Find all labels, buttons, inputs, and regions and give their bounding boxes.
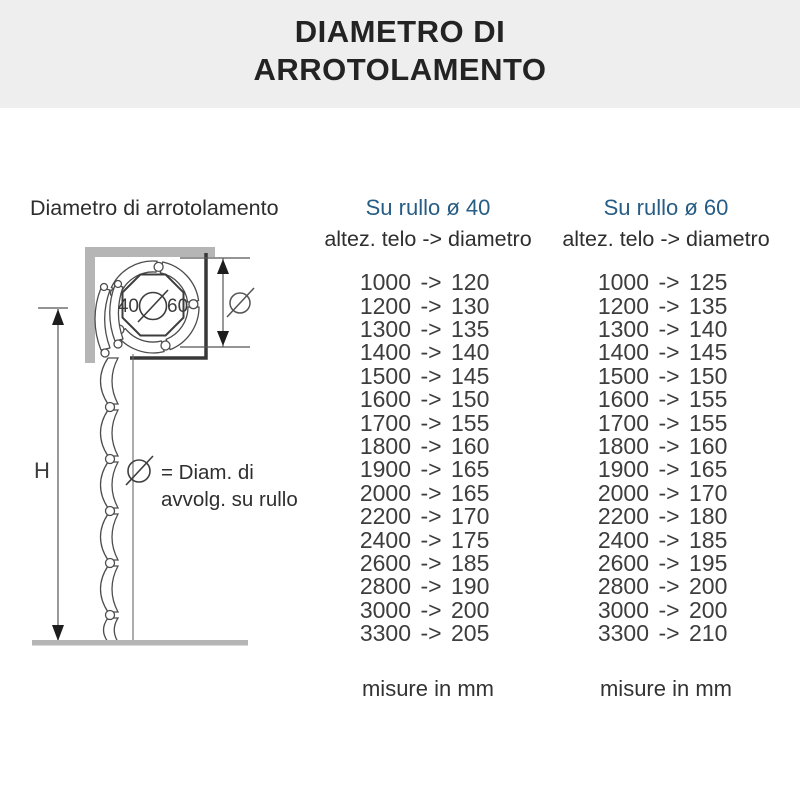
telo-height-value: 1500 (597, 362, 649, 389)
arrow-separator: -> (658, 526, 680, 553)
diametro-value: 150 (689, 362, 728, 389)
shaft-label-40: 40 (117, 296, 139, 317)
table-row (318, 505, 538, 528)
table-rullo-60-footer: misure in mm (599, 676, 732, 702)
table-row (318, 528, 538, 551)
arrow-separator: -> (420, 386, 442, 413)
diametro-value: 150 (451, 386, 490, 413)
floor-line (32, 640, 248, 646)
table-row (552, 575, 780, 598)
arrow-separator: -> (658, 339, 680, 366)
table-rullo-40-footer: misure in mm (361, 676, 494, 702)
arrow-separator: -> (658, 549, 680, 576)
telo-height-value: 3000 (597, 596, 649, 623)
telo-height-value: 2200 (359, 503, 411, 530)
table-rullo-40-title: Su rullo ø 40 (365, 195, 491, 220)
arrow-up-icon (217, 259, 229, 274)
arrow-down-icon (52, 625, 64, 641)
diametro-value: 135 (451, 315, 490, 342)
octagon-shaft (118, 275, 188, 336)
table-row (318, 294, 538, 317)
telo-height-value: 1300 (359, 315, 411, 342)
arrow-separator: -> (420, 362, 442, 389)
table-row (318, 271, 538, 294)
arrow-separator: -> (420, 526, 442, 553)
telo-height-value: 1000 (597, 269, 649, 296)
diametro-value: 120 (451, 269, 490, 296)
table-rullo-60-title: Su rullo ø 60 (603, 195, 729, 220)
telo-height-value: 3300 (597, 620, 649, 647)
diametro-value: 180 (689, 503, 728, 530)
table-row (318, 315, 538, 342)
diametro-value: 200 (689, 573, 728, 600)
table-row (318, 549, 538, 576)
table-row (318, 575, 538, 598)
arrow-separator: -> (658, 386, 680, 413)
telo-height-value: 1700 (359, 409, 411, 436)
legend-diameter-symbol-icon (126, 456, 153, 485)
roller-shutter-diagram (10, 228, 310, 663)
diametro-value: 155 (451, 409, 490, 436)
arrow-separator: -> (420, 409, 442, 436)
legend-line2: avvolg. su rullo (161, 488, 298, 511)
telo-height-value: 2000 (597, 479, 649, 506)
diametro-value: 145 (689, 339, 728, 366)
legend-line1: = Diam. di (161, 461, 254, 484)
diametro-value: 160 (451, 432, 490, 459)
diametro-value: 190 (451, 573, 490, 600)
arrow-separator: -> (420, 456, 442, 483)
diametro-value: 125 (689, 269, 728, 296)
table-row (552, 598, 780, 621)
telo-height-value: 1300 (597, 315, 649, 342)
diameter-symbol-icon (227, 288, 254, 317)
page-title-line1: DIAMETRO DI (294, 14, 506, 49)
telo-height-value: 3000 (359, 596, 411, 623)
telo-height-value: 1500 (359, 362, 411, 389)
telo-height-value: 2800 (359, 573, 411, 600)
arrow-separator: -> (420, 292, 442, 319)
table-row (552, 549, 780, 576)
diametro-value: 195 (689, 549, 728, 576)
telo-height-value: 3300 (359, 620, 411, 647)
table-row (552, 432, 780, 459)
arrow-separator: -> (658, 409, 680, 436)
page-title-line2: ARROTOLAMENTO (253, 52, 547, 87)
telo-height-value: 1600 (359, 386, 411, 413)
arrow-separator: -> (420, 479, 442, 506)
table-row (552, 479, 780, 506)
diametro-value: 130 (451, 292, 490, 319)
telo-height-value: 2600 (597, 549, 649, 576)
arrow-separator: -> (658, 479, 680, 506)
arrow-separator: -> (658, 596, 680, 623)
diametro-value: 135 (689, 292, 728, 319)
table-rullo-60 (552, 196, 780, 702)
arrow-separator: -> (420, 432, 442, 459)
diametro-value: 140 (689, 315, 728, 342)
arrow-separator: -> (420, 503, 442, 530)
telo-height-value: 1200 (597, 292, 649, 319)
telo-height-value: 1900 (359, 456, 411, 483)
arrow-separator: -> (658, 503, 680, 530)
arrow-separator: -> (658, 620, 680, 647)
arrow-up-icon (52, 309, 64, 325)
table-rullo-40-subtitle: altez. telo -> diametro (324, 227, 532, 251)
table-row (318, 458, 538, 481)
arrow-separator: -> (658, 269, 680, 296)
diametro-value: 175 (451, 526, 490, 553)
shaft-label-60: 60 (167, 296, 189, 317)
telo-height-value: 2600 (359, 549, 411, 576)
diametro-value: 155 (689, 386, 728, 413)
diametro-value: 145 (451, 362, 490, 389)
telo-height-value: 1800 (359, 432, 411, 459)
telo-height-value: 1600 (597, 386, 649, 413)
diametro-value: 170 (451, 503, 490, 530)
telo-height-value: 1200 (359, 292, 411, 319)
arrow-separator: -> (420, 339, 442, 366)
arrow-separator: -> (658, 292, 680, 319)
telo-height-value: 1000 (359, 269, 411, 296)
telo-height-value: 2400 (359, 526, 411, 553)
diametro-value: 210 (689, 620, 728, 647)
table-row (552, 388, 780, 411)
arrow-separator: -> (420, 269, 442, 296)
table-row (552, 411, 780, 434)
arrow-separator: -> (658, 573, 680, 600)
diametro-value: 165 (689, 456, 728, 483)
table-row (552, 622, 780, 645)
table-row (552, 341, 780, 364)
diametro-value: 200 (451, 596, 490, 623)
table-row (552, 528, 780, 551)
telo-height-value: 2000 (359, 479, 411, 506)
diametro-value: 165 (451, 479, 490, 506)
telo-height-value: 1800 (597, 432, 649, 459)
table-row (552, 505, 780, 528)
diametro-value: 140 (451, 339, 490, 366)
table-row (318, 479, 538, 506)
table-row (552, 315, 780, 342)
telo-height-value: 1900 (597, 456, 649, 483)
diametro-value: 155 (689, 409, 728, 436)
table-row (318, 622, 538, 645)
telo-height-value: 1400 (359, 339, 411, 366)
arrow-separator: -> (658, 362, 680, 389)
curtain-slats (101, 354, 134, 642)
arrow-separator: -> (420, 596, 442, 623)
arrow-separator: -> (420, 549, 442, 576)
table-rullo-40 (318, 196, 538, 702)
diametro-value: 185 (689, 526, 728, 553)
table-rullo-40-rows (318, 271, 538, 645)
height-label: H (34, 458, 50, 483)
arrow-separator: -> (658, 315, 680, 342)
telo-height-value: 1700 (597, 409, 649, 436)
arrow-separator: -> (658, 456, 680, 483)
table-row (318, 341, 538, 364)
diagram-title: Diametro di arrotolamento (30, 196, 279, 220)
diametro-value: 200 (689, 596, 728, 623)
arrow-separator: -> (420, 620, 442, 647)
telo-height-value: 2200 (597, 503, 649, 530)
table-row (318, 411, 538, 434)
table-row (318, 362, 538, 389)
diametro-value: 185 (451, 549, 490, 576)
arrow-down-icon (217, 331, 229, 346)
page-header (0, 0, 800, 108)
table-row (318, 598, 538, 621)
diametro-value: 170 (689, 479, 728, 506)
table-row (318, 388, 538, 411)
table-row (552, 294, 780, 317)
telo-height-value: 1400 (597, 339, 649, 366)
table-row (552, 362, 780, 389)
table-rullo-60-rows (552, 271, 780, 645)
diametro-value: 165 (451, 456, 490, 483)
telo-height-value: 2400 (597, 526, 649, 553)
telo-height-value: 2800 (597, 573, 649, 600)
diametro-value: 160 (689, 432, 728, 459)
diametro-value: 205 (451, 620, 490, 647)
arrow-separator: -> (420, 315, 442, 342)
arrow-separator: -> (658, 432, 680, 459)
table-row (552, 458, 780, 481)
page-title (0, 0, 800, 89)
table-rullo-60-subtitle: altez. telo -> diametro (562, 227, 770, 251)
table-row (318, 432, 538, 459)
arrow-separator: -> (420, 573, 442, 600)
table-row (552, 271, 780, 294)
